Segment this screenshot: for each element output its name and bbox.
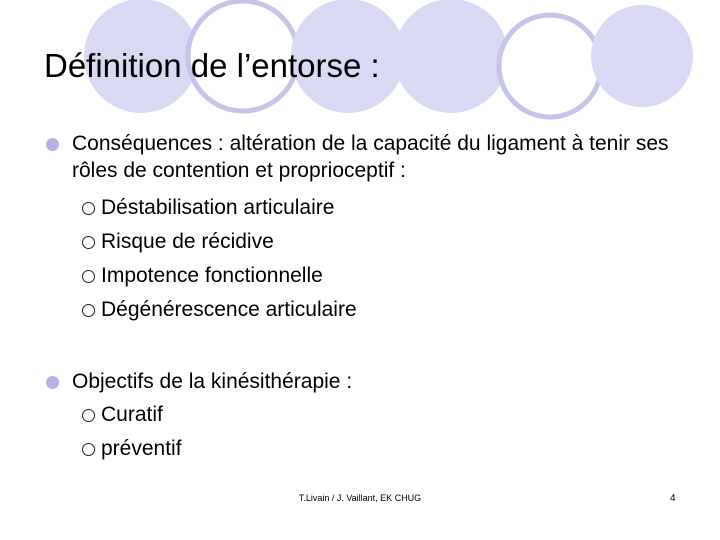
sub-bullet-risque: Risque de récidive (101, 230, 274, 253)
bullet-objectifs: Objectifs de la kinésithérapie : (72, 370, 353, 393)
sub-bullet-preventif: préventif (101, 437, 182, 460)
sub-bullet-ring (82, 409, 95, 422)
sub-bullet-destabilisation: Déstabilisation articulaire (101, 196, 335, 219)
sub-bullet-ring (82, 270, 95, 283)
slide-title: Définition de l’entorse : (44, 47, 380, 84)
decor-circle-ring-2 (499, 15, 601, 117)
decor-circle-filled-3 (394, 0, 508, 113)
decor-circle-filled-4 (591, 5, 693, 107)
sub-bullet-ring (82, 304, 95, 317)
sub-bullet-curatif: Curatif (101, 403, 163, 426)
sub-bullet-impotence: Impotence fonctionnelle (101, 264, 323, 287)
slide-footer: T.Livain / J. Vaillant, EK CHUG (298, 493, 422, 503)
bullet-dot (46, 138, 59, 151)
bullet-dot (46, 376, 59, 389)
sub-bullet-ring (82, 443, 95, 456)
sub-bullet-degenerescence: Dégénérescence articulaire (101, 298, 357, 321)
sub-bullet-ring (82, 202, 95, 215)
sub-bullet-ring (82, 236, 95, 249)
page-number: 4 (670, 493, 676, 504)
bullet-consequences: Conséquences : altération de la capacité du ligament à tenir ses rôles de contention et proprioceptif : (72, 132, 669, 182)
